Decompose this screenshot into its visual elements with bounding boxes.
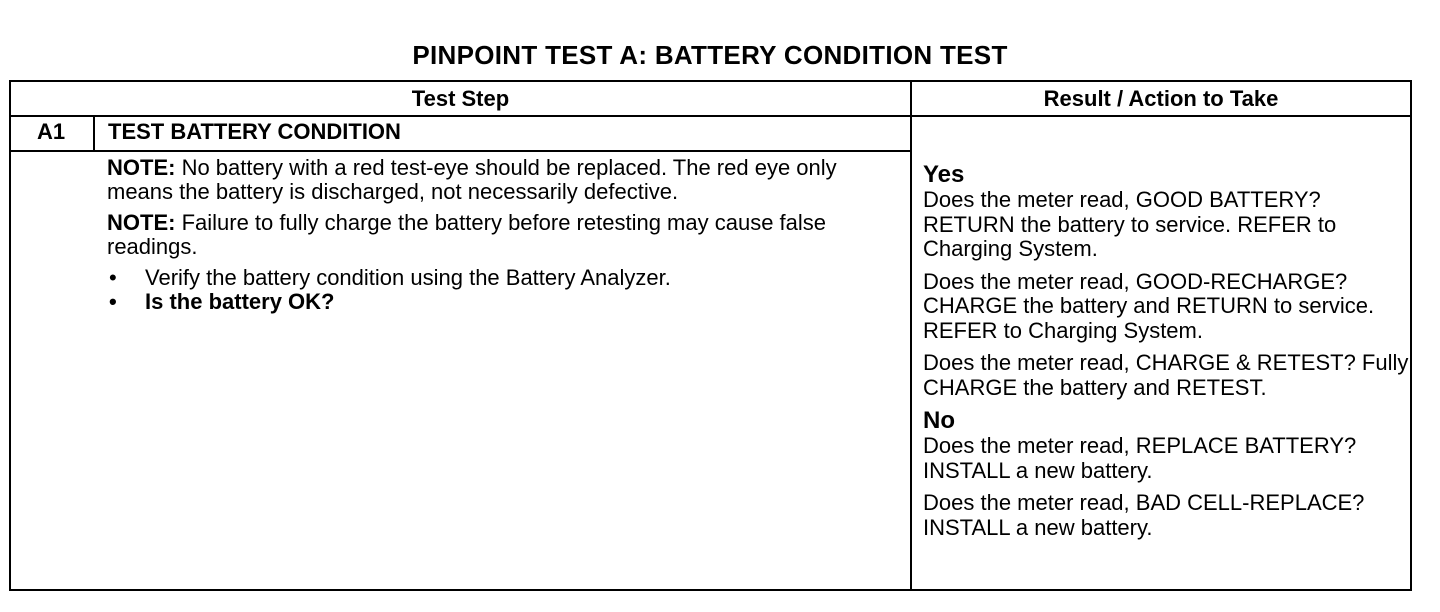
column-header-result-action: Result / Action to Take xyxy=(1043,86,1279,111)
note-text: No battery with a red test-eye should be replaced. The red eye only means the battery is discharged, not necessarily defective. xyxy=(107,155,837,204)
note-2 xyxy=(107,211,897,259)
step-title: TEST BATTERY CONDITION xyxy=(108,119,401,144)
bullet-icon: • xyxy=(109,265,117,290)
note-label: NOTE: xyxy=(107,155,176,180)
result-no-heading: No xyxy=(923,407,955,434)
result-yes-item: Does the meter read, GOOD BATTERY? RETURN the battery to service. REFER to Charging System. xyxy=(923,187,1337,261)
step-row-divider xyxy=(11,150,910,152)
bullet-item xyxy=(107,266,897,290)
column-divider xyxy=(910,82,912,589)
result-yes-item: Does the meter read, GOOD-RECHARGE? CHARGE the battery and RETURN to service. REFER to Charging System. xyxy=(923,268,1375,343)
result-action-body xyxy=(923,156,1409,548)
pinpoint-test-table xyxy=(9,80,1412,591)
bullet-text: Verify the battery condition using the Battery Analyzer. xyxy=(145,265,671,290)
result-no-item: Does the meter read, BAD CELL-REPLACE? INSTALL a new battery. xyxy=(923,490,1365,540)
page-title: PINPOINT TEST A: BATTERY CONDITION TEST xyxy=(412,40,1008,70)
header-divider-right xyxy=(912,115,1410,117)
note-1 xyxy=(107,156,897,204)
step-id: A1 xyxy=(36,119,66,144)
test-step-body xyxy=(107,156,897,314)
result-yes-item: Does the meter read, CHARGE & RETEST? Fully CHARGE the battery and RETEST. xyxy=(923,350,1409,400)
bullet-icon: • xyxy=(109,289,117,314)
bullet-question xyxy=(107,290,897,314)
column-header-test-step: Test Step xyxy=(411,86,510,111)
step-id-divider xyxy=(93,115,95,151)
bullet-text: Is the battery OK? xyxy=(145,289,335,314)
result-no-item: Does the meter read, REPLACE BATTERY? INSTALL a new battery. xyxy=(923,433,1357,483)
step-bullets xyxy=(107,266,897,314)
note-label: NOTE: xyxy=(107,210,176,235)
result-yes-heading: Yes xyxy=(923,161,965,188)
note-text: Failure to fully charge the battery before retesting may cause false readings. xyxy=(107,210,827,259)
header-divider xyxy=(11,115,910,117)
